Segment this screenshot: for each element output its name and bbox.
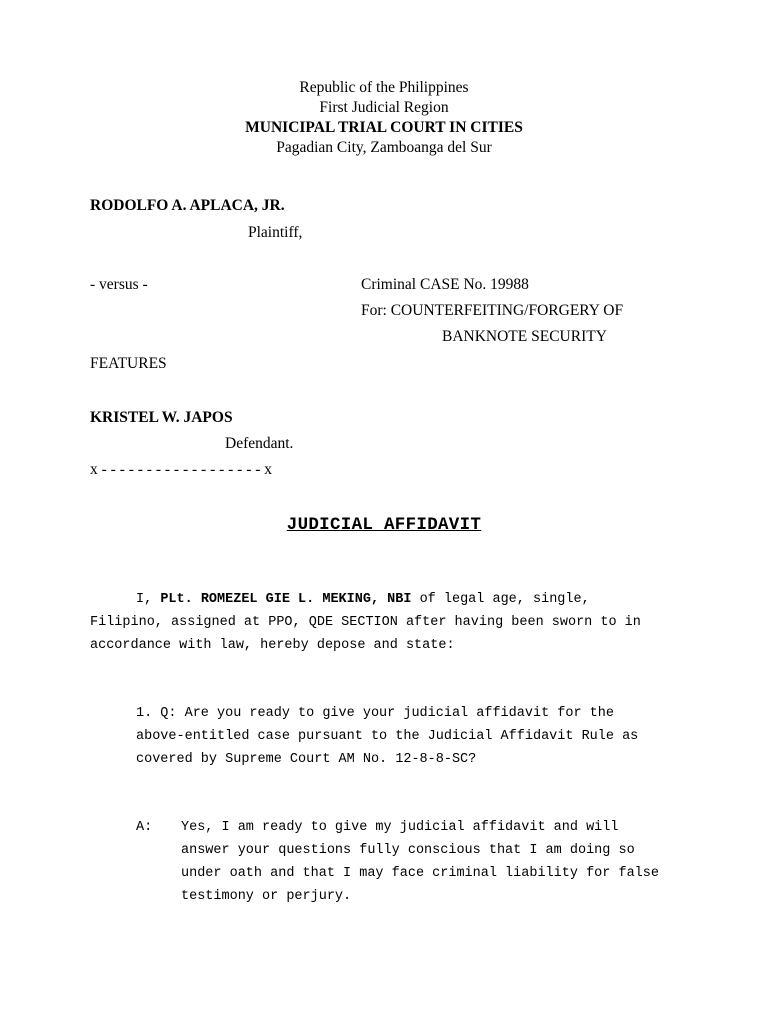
affiant-name: PLt. ROMEZEL GIE L. MEKING, NBI [160,592,412,607]
question-1-line-1: 1. Q: Are you ready to give your judicial affidavit for the [136,706,614,721]
answer-1-line-1: Yes, I am ready to give my judicial affidavit and will [181,820,619,835]
plaintiff-name: RODOLFO A. APLACA, JR. [90,197,285,214]
answer-1-line-4: testimony or perjury. [181,889,352,904]
question-1-line-2: above-entitled case pursuant to the Judicial Affidavit Rule as [136,729,639,744]
caption-separator: x - - - - - - - - - - - - - - - - - - x [90,461,273,478]
intro-prefix: I, [136,592,161,607]
charge-line-1: For: COUNTERFEITING/FORGERY OF [361,302,624,319]
case-number: Criminal CASE No. 19988 [361,276,529,293]
question-1-line-3: covered by Supreme Court AM No. 12-8-8-SC? [136,752,477,767]
intro-line-2: Filipino, assigned at PPO, QDE SECTION after having been sworn to in [90,615,641,630]
header-judicial-region: First Judicial Region [319,99,449,116]
answer-1-line-2: answer your questions fully conscious that I am doing so [181,843,635,858]
defendant-name: KRISTEL W. JAPOS [90,409,233,426]
charge-line-2: BANKNOTE SECURITY [442,328,607,345]
defendant-role: Defendant. [225,435,294,452]
intro-line-1-rest: of legal age, single, [411,592,590,607]
answer-1-label: A: [136,820,153,835]
answer-1-line-3: under oath and that I may face criminal liability for false [181,866,659,881]
intro-line-1 [136,592,590,607]
versus-label: - versus - [90,276,148,293]
header-republic: Republic of the Philippines [299,79,469,96]
charge-line-3: FEATURES [90,355,167,372]
header-location: Pagadian City, Zamboanga del Sur [276,139,492,156]
document-title: JUDICIAL AFFIDAVIT [286,515,482,535]
plaintiff-role: Plaintiff, [248,224,303,241]
intro-line-3: accordance with law, hereby depose and state: [90,638,455,653]
header-court-name: MUNICIPAL TRIAL COURT IN CITIES [245,119,523,136]
